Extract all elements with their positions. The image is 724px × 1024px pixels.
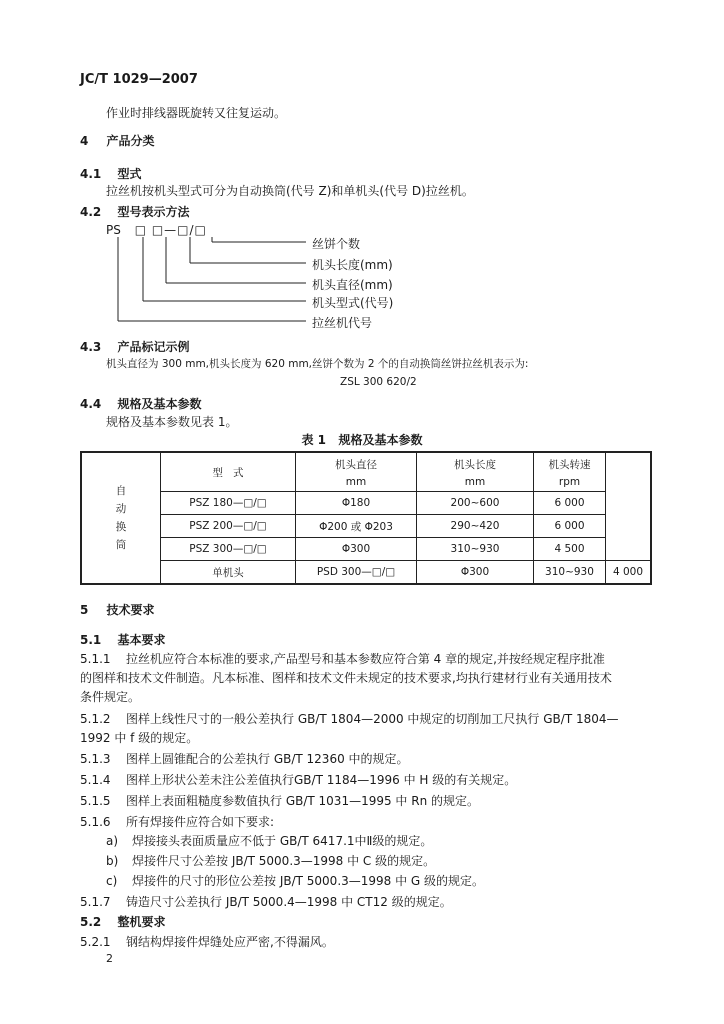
section-title: 产品标记示例 [117,340,190,354]
clause-number: 5.1.3 [80,752,111,766]
clause-5-1-1 [80,650,605,667]
cell-speed: 4 500 [534,538,606,561]
cell-diameter: Φ200 或 Φ203 [296,515,417,538]
sub-item-mark: c) [106,874,118,888]
clause-line: 钢结构焊接件焊缝处应严密,不得漏风。 [126,935,334,949]
clause-number: 5.1.1 [80,652,111,666]
header-speed-label: 机头转速 [548,458,591,471]
page-number: 2 [106,952,113,965]
section-4-3-text: 机头直径为 300 mm,机头长度为 620 mm,丝饼个数为 2 个的自动换筒丝饼拉丝机表示为: [106,358,529,370]
header-length-label: 机头长度 [454,458,496,471]
group-char: 筒 [115,539,127,551]
cell-model: PSZ 200—□/□ [161,515,296,538]
clause-line: 图样上表面粗糙度参数值执行 GB/T 1031—1995 中 Rn 的规定。 [126,794,479,808]
section-title: 型号表示方法 [117,205,190,219]
section-number: 5.1 [80,633,102,647]
cell-speed: 4 000 [605,561,651,585]
table-row [81,492,651,515]
section-title: 规格及基本参数 [117,397,202,411]
marking-example: ZSL 300 620/2 [340,376,417,388]
section-title: 技术要求 [106,603,155,617]
code-label-head-type: 机头型式(代号) [312,296,394,310]
group-cell-single: 单机头 [161,561,296,585]
model-code-boxes: □ □—□/□ [134,223,207,237]
cell-diameter: Φ300 [296,538,417,561]
section-4-4-text: 规格及基本参数见表 1。 [106,415,238,429]
section-number: 4.4 [80,397,102,411]
cell-diameter: Φ300 [417,561,534,585]
standard-number: JC/T 1029—2007 [80,72,198,87]
clause-line: 图样上线性尺寸的一般公差执行 GB/T 1804—2000 中规定的切削加工尺执行 GB/T 1804— [126,712,619,726]
sub-item-mark: a) [106,834,119,848]
clause-line: 1992 中 f 级的规定。 [80,731,199,745]
intro-line: 作业时排线器既旋转又往复运动。 [106,106,287,120]
clause-line: 图样上圆锥配合的公差执行 GB/T 12360 中的规定。 [126,752,409,766]
clause-line: 所有焊接件应符合如下要求: [126,815,275,829]
group-char: 自 [115,485,127,497]
group-char: 动 [115,503,127,515]
sub-item-text: 焊接接头表面质量应不低于 GB/T 6417.1中Ⅱ级的规定。 [132,834,433,848]
spec-table [80,451,652,585]
clause-number: 5.1.4 [80,773,111,787]
model-code-prefix: PS [106,223,121,237]
clause-line: 图样上形状公差未注公差值执行GB/T 1184—1996 中 H 级的有关规定。 [126,773,517,787]
section-number: 4.3 [80,340,102,354]
clause-5-1-7 [80,893,452,910]
cell-diameter: Φ180 [296,492,417,515]
cell-length: 200~600 [417,492,534,515]
cell-speed: 6 000 [534,515,606,538]
header-type: 型 式 [161,452,296,492]
table-title: 表 1 规格及基本参数 [301,433,423,447]
clause-line: 铸造尺寸公差执行 JB/T 5000.4—1998 中 CT12 级的规定。 [126,895,452,909]
table-row [81,515,651,538]
header-length [417,452,534,492]
clause-5-2-1 [80,933,334,950]
clause-number: 5.1.5 [80,794,111,808]
clause-5-1-2 [80,710,619,727]
cell-model: PSD 300—□/□ [296,561,417,585]
section-4-3-heading [80,338,189,355]
clause-line: 条件规定。 [80,690,141,704]
header-diameter-unit: mm [345,475,367,488]
code-label-head-diameter: 机头直径(mm) [312,278,393,292]
table-row [81,561,651,585]
header-length-unit: mm [464,475,486,488]
section-5-2-heading [80,913,165,930]
section-5-1-heading [80,631,165,648]
group-char: 换 [115,521,127,533]
clause-5-1-6 [80,813,274,830]
section-number: 4.1 [80,167,102,181]
section-4-4-heading [80,395,201,412]
clause-number: 5.1.2 [80,712,111,726]
cell-model: PSZ 180—□/□ [161,492,296,515]
group-cell-auto [81,452,161,584]
section-title: 基本要求 [117,633,166,647]
clause-number: 5.1.7 [80,895,111,909]
clause-number: 5.2.1 [80,935,111,949]
header-speed [534,452,606,492]
header-diameter [296,452,417,492]
sub-item-c [106,872,484,889]
section-number: 5.2 [80,915,102,929]
section-number: 4 [80,134,89,148]
cell-model: PSZ 300—□/□ [161,538,296,561]
clause-line: 的图样和技术文件制造。凡本标准、图样和技术文件未规定的技术要求,均执行建材行业有关通用技术 [80,671,612,685]
header-diameter-label: 机头直径 [335,458,377,471]
clause-5-1-4 [80,771,516,788]
sub-item-a [106,832,432,849]
section-title: 产品分类 [106,134,155,148]
clause-5-1-5 [80,792,479,809]
section-4-1-text: 拉丝机按机头型式可分为自动换筒(代号 Z)和单机头(代号 D)拉丝机。 [106,184,474,198]
cell-length: 310~930 [534,561,606,585]
sub-item-text: 焊接件尺寸公差按 JB/T 5000.3—1998 中 C 级的规定。 [132,854,436,868]
table-header-row [81,452,651,492]
section-5-heading [80,601,155,618]
code-label-machine-code: 拉丝机代号 [312,316,373,330]
section-number: 4.2 [80,205,102,219]
clause-number: 5.1.6 [80,815,111,829]
sub-item-text: 焊接件的尺寸的形位公差按 JB/T 5000.3—1998 中 G 级的规定。 [132,874,485,888]
code-label-head-length: 机头长度(mm) [312,258,393,272]
section-title: 型式 [117,167,142,181]
table-row [81,538,651,561]
clause-line: 拉丝机应符合本标准的要求,产品型号和基本参数应符合第 4 章的规定,并按经规定程序批准 [126,652,605,666]
sub-item-b [106,852,435,869]
header-speed-unit: rpm [558,475,581,488]
sub-item-mark: b) [106,854,119,868]
cell-length: 290~420 [417,515,534,538]
clause-5-1-3 [80,750,409,767]
cell-speed: 6 000 [534,492,606,515]
section-title: 整机要求 [117,915,166,929]
code-label-cake-count: 丝饼个数 [312,237,361,251]
section-number: 5 [80,603,89,617]
cell-length: 310~930 [417,538,534,561]
